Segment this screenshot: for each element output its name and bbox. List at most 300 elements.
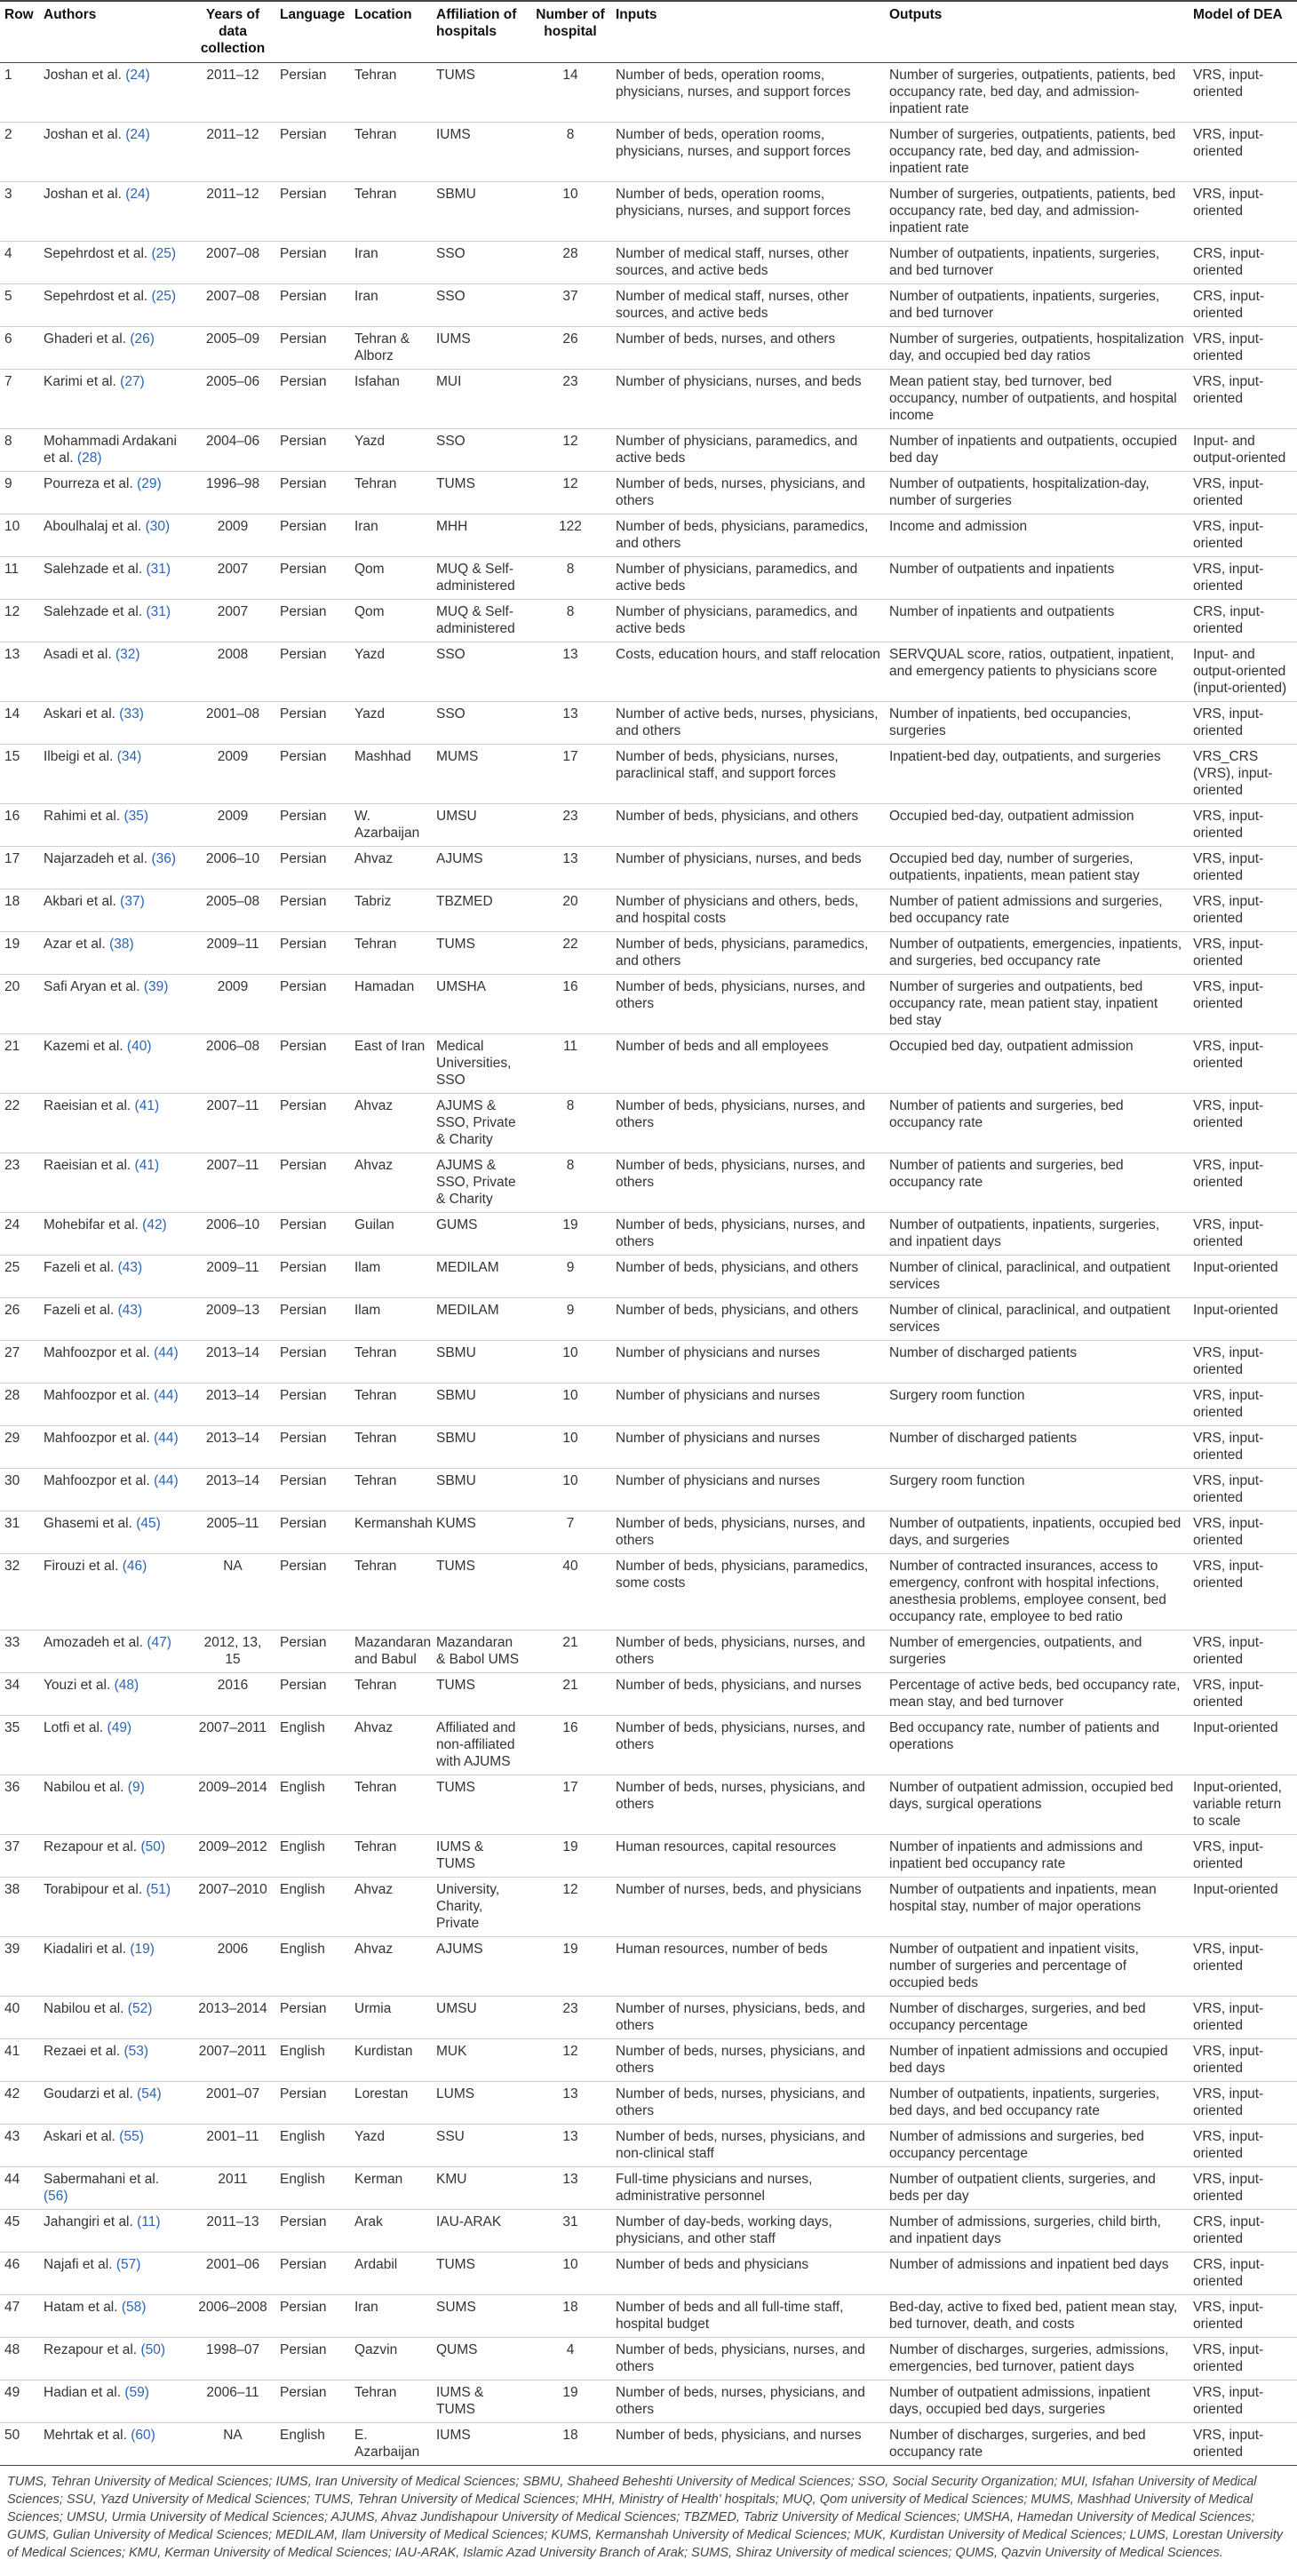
cell-authors	[39, 2381, 190, 2423]
reference-link[interactable]: (34)	[116, 749, 142, 764]
cell-years: 2013–14	[190, 1384, 275, 1426]
author-name: Torabipour et al.	[44, 1882, 143, 1897]
cell-affiliation: IUMS	[432, 123, 529, 182]
cell-outputs: Number of discharged patients	[885, 1341, 1189, 1384]
cell-location: Kerman	[350, 2167, 432, 2210]
cell-inputs: Human resources, number of beds	[611, 1937, 885, 1997]
cell-years: 2006–10	[190, 1213, 275, 1256]
author-name: Fazeli et al.	[44, 1303, 115, 1318]
reference-link[interactable]: (44)	[154, 1431, 179, 1446]
reference-link[interactable]: (49)	[107, 1720, 132, 1735]
cell-language: Persian	[275, 1341, 350, 1384]
cell-location: Ahvaz	[350, 847, 432, 889]
author-name: Aboulhalaj et al.	[44, 519, 142, 534]
table-body	[0, 63, 1297, 2466]
table-row	[0, 1469, 1297, 1511]
table-row	[0, 600, 1297, 642]
cell-authors	[39, 1716, 190, 1775]
table-row	[0, 642, 1297, 702]
cell-years: 2009	[190, 804, 275, 847]
cell-row-number: 47	[0, 2295, 39, 2338]
author-name: Firouzi et al.	[44, 1559, 119, 1574]
author-name: Joshan et al.	[44, 127, 122, 142]
cell-row-number: 1	[0, 63, 39, 123]
reference-link[interactable]: (38)	[109, 937, 134, 952]
cell-language: Persian	[275, 1997, 350, 2039]
cell-authors	[39, 370, 190, 429]
cell-model: VRS, input-oriented	[1189, 557, 1297, 600]
cell-authors	[39, 123, 190, 182]
cell-years: 2013–14	[190, 1341, 275, 1384]
cell-row-number: 24	[0, 1213, 39, 1256]
cell-affiliation: SSO	[432, 702, 529, 745]
table-row	[0, 2423, 1297, 2466]
cell-authors	[39, 1631, 190, 1673]
cell-affiliation: AJUMS	[432, 1937, 529, 1997]
cell-model: VRS_CRS (VRS), input-oriented	[1189, 745, 1297, 804]
cell-authors	[39, 429, 190, 472]
header-authors: Authors	[39, 1, 190, 63]
cell-affiliation: MUMS	[432, 745, 529, 804]
cell-language: Persian	[275, 2253, 350, 2295]
author-name: Raeisian et al.	[44, 1158, 131, 1173]
cell-affiliation: TUMS	[432, 2253, 529, 2295]
table-row	[0, 2295, 1297, 2338]
reference-link[interactable]: (42)	[142, 1217, 167, 1232]
table-header	[0, 1, 1297, 63]
reference-link[interactable]: (24)	[125, 187, 150, 202]
cell-authors	[39, 2039, 190, 2082]
cell-row-number: 20	[0, 975, 39, 1034]
header-years: Years of data collection	[190, 1, 275, 63]
cell-row-number: 17	[0, 847, 39, 889]
cell-model: CRS, input-oriented	[1189, 242, 1297, 284]
reference-link[interactable]: (25)	[151, 289, 177, 304]
cell-number: 10	[529, 1384, 611, 1426]
reference-link[interactable]: (53)	[123, 2044, 149, 2059]
cell-inputs: Number of active beds, nurses, physicians, and others	[611, 702, 885, 745]
author-name: Sepehrdost et al.	[44, 246, 148, 261]
cell-affiliation: AJUMS & SSO, Private & Charity	[432, 1153, 529, 1213]
cell-location: Tehran & Alborz	[350, 327, 432, 370]
cell-years: 2009	[190, 514, 275, 557]
reference-link[interactable]: (51)	[146, 1882, 171, 1897]
cell-outputs: Number of patient admissions and surgeries, bed occupancy rate	[885, 889, 1189, 932]
cell-outputs: Number of clinical, paraclinical, and outpatient services	[885, 1298, 1189, 1341]
author-name: Amozadeh et al.	[44, 1635, 144, 1650]
cell-years: 2009	[190, 745, 275, 804]
author-name: Pourreza et al.	[44, 476, 133, 491]
reference-link[interactable]: (37)	[120, 894, 145, 909]
reference-link[interactable]: (24)	[125, 127, 150, 142]
table-row	[0, 1673, 1297, 1716]
cell-location: Qom	[350, 600, 432, 642]
author-name: Mahfoozpor et al.	[44, 1431, 150, 1446]
cell-model: Input- and output-oriented (input-oriented)	[1189, 642, 1297, 702]
cell-location: Mashhad	[350, 745, 432, 804]
reference-link[interactable]: (11)	[137, 2214, 161, 2229]
cell-row-number: 13	[0, 642, 39, 702]
author-name: Rezaei et al.	[44, 2044, 121, 2059]
cell-model: VRS, input-oriented	[1189, 514, 1297, 557]
cell-language: Persian	[275, 1213, 350, 1256]
cell-row-number: 37	[0, 1835, 39, 1878]
cell-language: Persian	[275, 932, 350, 975]
cell-authors	[39, 1034, 190, 1094]
reference-link[interactable]: (41)	[134, 1098, 160, 1113]
cell-outputs: Bed-day, active to fixed bed, patient mean stay, bed turnover, death, and costs	[885, 2295, 1189, 2338]
cell-model: Input-oriented	[1189, 1298, 1297, 1341]
cell-row-number: 29	[0, 1426, 39, 1469]
cell-years: 2001–11	[190, 2125, 275, 2167]
reference-link[interactable]: (56)	[44, 2189, 68, 2204]
reference-link[interactable]: (55)	[119, 2129, 144, 2144]
author-name: Jahangiri et al.	[44, 2214, 133, 2229]
cell-inputs: Number of beds and all full-time staff, hospital budget	[611, 2295, 885, 2338]
cell-inputs: Number of beds, physicians, nurses, and others	[611, 1094, 885, 1153]
reference-link[interactable]: (50)	[140, 2342, 166, 2357]
cell-model: VRS, input-oriented	[1189, 1554, 1297, 1631]
cell-number: 8	[529, 123, 611, 182]
reference-link[interactable]: (31)	[146, 562, 171, 577]
cell-row-number: 48	[0, 2338, 39, 2381]
cell-model: VRS, input-oriented	[1189, 2125, 1297, 2167]
reference-link[interactable]: (33)	[119, 706, 144, 722]
cell-model: VRS, input-oriented	[1189, 1426, 1297, 1469]
cell-inputs: Number of beds, nurses, physicians, and others	[611, 472, 885, 514]
cell-row-number: 11	[0, 557, 39, 600]
reference-link[interactable]: (43)	[117, 1303, 143, 1318]
cell-inputs: Number of physicians and nurses	[611, 1426, 885, 1469]
cell-number: 13	[529, 642, 611, 702]
cell-number: 12	[529, 429, 611, 472]
cell-location: Kurdistan	[350, 2039, 432, 2082]
reference-link[interactable]: (58)	[121, 2300, 147, 2315]
cell-location: Ahvaz	[350, 1937, 432, 1997]
cell-authors	[39, 284, 190, 327]
reference-link[interactable]: (45)	[136, 1516, 161, 1531]
cell-inputs: Number of beds, physicians, paramedics, some costs	[611, 1554, 885, 1631]
reference-link[interactable]: (39)	[143, 979, 169, 994]
cell-model: VRS, input-oriented	[1189, 889, 1297, 932]
cell-years: 2007–2011	[190, 2039, 275, 2082]
cell-number: 8	[529, 557, 611, 600]
cell-outputs: Number of inpatients and outpatients	[885, 600, 1189, 642]
cell-row-number: 5	[0, 284, 39, 327]
reference-link[interactable]: (47)	[147, 1635, 171, 1650]
cell-authors	[39, 1835, 190, 1878]
author-name: Mohammadi Ardakani et al.	[44, 434, 177, 466]
cell-number: 13	[529, 2082, 611, 2125]
cell-authors	[39, 557, 190, 600]
cell-model: Input-oriented	[1189, 1878, 1297, 1937]
cell-number: 17	[529, 745, 611, 804]
author-name: Hadian et al.	[44, 2385, 122, 2400]
cell-language: Persian	[275, 327, 350, 370]
table-row	[0, 745, 1297, 804]
reference-link[interactable]: (32)	[115, 647, 140, 662]
cell-location: Tehran	[350, 1469, 432, 1511]
cell-years: 2007	[190, 557, 275, 600]
cell-affiliation: TUMS	[432, 1554, 529, 1631]
cell-location: Yazd	[350, 429, 432, 472]
cell-affiliation: QUMS	[432, 2338, 529, 2381]
cell-language: Persian	[275, 1511, 350, 1554]
cell-number: 12	[529, 1878, 611, 1937]
reference-link[interactable]: (35)	[123, 809, 149, 824]
cell-number: 11	[529, 1034, 611, 1094]
reference-link[interactable]: (29)	[137, 476, 162, 491]
cell-model: CRS, input-oriented	[1189, 284, 1297, 327]
cell-inputs: Number of physicians and nurses	[611, 1384, 885, 1426]
cell-authors	[39, 2295, 190, 2338]
cell-inputs: Number of beds, nurses, physicians, and others	[611, 2039, 885, 2082]
author-name: Askari et al.	[44, 2129, 115, 2144]
table-row	[0, 2381, 1297, 2423]
cell-affiliation: TUMS	[432, 932, 529, 975]
cell-row-number: 4	[0, 242, 39, 284]
cell-authors	[39, 1213, 190, 1256]
cell-number: 18	[529, 2295, 611, 2338]
cell-authors	[39, 702, 190, 745]
cell-model: VRS, input-oriented	[1189, 2423, 1297, 2466]
cell-inputs: Number of beds, physicians, nurses, and others	[611, 1716, 885, 1775]
table-row	[0, 804, 1297, 847]
cell-language: Persian	[275, 1469, 350, 1511]
cell-row-number: 28	[0, 1384, 39, 1426]
cell-outputs: Number of inpatients and admissions and inpatient bed occupancy rate	[885, 1835, 1189, 1878]
table-row	[0, 2338, 1297, 2381]
cell-location: Guilan	[350, 1213, 432, 1256]
table-row	[0, 1426, 1297, 1469]
table-row	[0, 2210, 1297, 2253]
table-row	[0, 1997, 1297, 2039]
reference-link[interactable]: (31)	[146, 604, 171, 619]
table-row	[0, 2253, 1297, 2295]
cell-authors	[39, 889, 190, 932]
cell-location: Ilam	[350, 1298, 432, 1341]
cell-inputs: Number of beds, physicians, and nurses	[611, 1673, 885, 1716]
cell-location: Ahvaz	[350, 1094, 432, 1153]
reference-link[interactable]: (40)	[126, 1039, 152, 1054]
cell-inputs: Number of beds, physicians, nurses, paraclinical staff, and support forces	[611, 745, 885, 804]
cell-number: 10	[529, 1426, 611, 1469]
cell-affiliation: UMSHA	[432, 975, 529, 1034]
cell-affiliation: SBMU	[432, 1341, 529, 1384]
cell-location: Tehran	[350, 1426, 432, 1469]
reference-link[interactable]: (44)	[154, 1345, 179, 1360]
cell-language: Persian	[275, 1673, 350, 1716]
cell-inputs: Number of physicians, nurses, and beds	[611, 847, 885, 889]
reference-link[interactable]: (50)	[140, 1839, 166, 1854]
table-row	[0, 1256, 1297, 1298]
reference-link[interactable]: (26)	[130, 331, 155, 347]
cell-location: Tehran	[350, 1835, 432, 1878]
cell-outputs: Number of surgeries, outpatients, hospitalization day, and occupied bed day ratios	[885, 327, 1189, 370]
cell-years: 2007–11	[190, 1094, 275, 1153]
cell-model: VRS, input-oriented	[1189, 1937, 1297, 1997]
cell-model: VRS, input-oriented	[1189, 2082, 1297, 2125]
reference-link[interactable]: (44)	[154, 1388, 179, 1403]
cell-model: CRS, input-oriented	[1189, 2253, 1297, 2295]
cell-number: 19	[529, 1835, 611, 1878]
cell-inputs: Number of beds, physicians, and others	[611, 1298, 885, 1341]
cell-language: English	[275, 1937, 350, 1997]
cell-years: 2009–13	[190, 1298, 275, 1341]
author-name: Lotfi et al.	[44, 1720, 104, 1735]
table-row	[0, 123, 1297, 182]
author-name: Najarzadeh et al.	[44, 851, 148, 866]
cell-model: VRS, input-oriented	[1189, 1213, 1297, 1256]
cell-outputs: Percentage of active beds, bed occupancy rate, mean stay, and bed turnover	[885, 1673, 1189, 1716]
cell-years: 2001–06	[190, 2253, 275, 2295]
cell-row-number: 30	[0, 1469, 39, 1511]
reference-link[interactable]: (57)	[115, 2257, 141, 2272]
reference-link[interactable]: (46)	[122, 1559, 147, 1574]
cell-outputs: Mean patient stay, bed turnover, bed occupancy, number of outpatients, and hospital income	[885, 370, 1189, 429]
cell-authors	[39, 182, 190, 242]
cell-authors	[39, 1878, 190, 1937]
cell-number: 9	[529, 1256, 611, 1298]
cell-location: W. Azarbaijan	[350, 804, 432, 847]
author-name: Salehzade et al.	[44, 604, 143, 619]
cell-language: Persian	[275, 1094, 350, 1153]
cell-years: 2006–10	[190, 847, 275, 889]
author-name: Karimi et al.	[44, 374, 116, 389]
cell-location: Iran	[350, 514, 432, 557]
cell-number: 12	[529, 2039, 611, 2082]
author-name: Ghasemi et al.	[44, 1516, 132, 1531]
cell-affiliation: SBMU	[432, 1384, 529, 1426]
cell-number: 13	[529, 847, 611, 889]
cell-years: 2011–13	[190, 2210, 275, 2253]
cell-affiliation: TBZMED	[432, 889, 529, 932]
cell-language: Persian	[275, 284, 350, 327]
cell-outputs: Number of patients and surgeries, bed occupancy rate	[885, 1094, 1189, 1153]
table-row	[0, 1937, 1297, 1997]
cell-number: 21	[529, 1673, 611, 1716]
cell-years: 2007–11	[190, 1153, 275, 1213]
cell-row-number: 46	[0, 2253, 39, 2295]
reference-link[interactable]: (54)	[137, 2086, 162, 2101]
cell-language: Persian	[275, 2082, 350, 2125]
reference-link[interactable]: (43)	[117, 1260, 143, 1275]
cell-model: VRS, input-oriented	[1189, 327, 1297, 370]
cell-authors	[39, 1153, 190, 1213]
header-location: Location	[350, 1, 432, 63]
cell-language: English	[275, 2039, 350, 2082]
cell-language: Persian	[275, 2210, 350, 2253]
cell-location: Tehran	[350, 472, 432, 514]
reference-link[interactable]: (60)	[131, 2428, 155, 2443]
cell-inputs: Number of beds, physicians, nurses, and others	[611, 975, 885, 1034]
cell-model: VRS, input-oriented	[1189, 1153, 1297, 1213]
reference-link[interactable]: (19)	[130, 1942, 155, 1957]
cell-outputs: Bed occupancy rate, number of patients and operations	[885, 1716, 1189, 1775]
reference-link[interactable]: (52)	[127, 2001, 153, 2016]
cell-location: Tehran	[350, 1673, 432, 1716]
cell-location: Iran	[350, 2295, 432, 2338]
cell-model: Input-oriented	[1189, 1716, 1297, 1775]
cell-number: 26	[529, 327, 611, 370]
table-row	[0, 2039, 1297, 2082]
reference-link[interactable]: (24)	[125, 68, 150, 83]
cell-number: 122	[529, 514, 611, 557]
reference-link[interactable]: (44)	[154, 1473, 179, 1488]
cell-affiliation: GUMS	[432, 1213, 529, 1256]
cell-years: 2005–08	[190, 889, 275, 932]
cell-authors	[39, 642, 190, 702]
cell-model: VRS, input-oriented	[1189, 1835, 1297, 1878]
cell-outputs: Number of outpatients, inpatients, surgeries, and bed turnover	[885, 284, 1189, 327]
reference-link[interactable]: (48)	[114, 1678, 139, 1693]
cell-outputs: Number of outpatients, inpatients, occupied bed days, and surgeries	[885, 1511, 1189, 1554]
reference-link[interactable]: (30)	[145, 519, 171, 534]
cell-inputs: Number of beds, physicians, nurses, and others	[611, 2338, 885, 2381]
header-language: Language	[275, 1, 350, 63]
cell-model: VRS, input-oriented	[1189, 63, 1297, 123]
reference-link[interactable]: (27)	[120, 374, 145, 389]
cell-row-number: 23	[0, 1153, 39, 1213]
cell-location: Tehran	[350, 1384, 432, 1426]
reference-link[interactable]: (36)	[151, 851, 177, 866]
cell-location: Tabriz	[350, 889, 432, 932]
table-row	[0, 1511, 1297, 1554]
cell-outputs: Number of inpatient admissions and occupied bed days	[885, 2039, 1189, 2082]
cell-years: 2007–08	[190, 284, 275, 327]
cell-years: 2007–08	[190, 242, 275, 284]
author-name: Fazeli et al.	[44, 1260, 115, 1275]
cell-model: VRS, input-oriented	[1189, 702, 1297, 745]
reference-link[interactable]: (59)	[124, 2385, 149, 2400]
cell-years: 2009	[190, 975, 275, 1034]
table-row	[0, 370, 1297, 429]
cell-affiliation: IUMS & TUMS	[432, 2381, 529, 2423]
cell-authors	[39, 2167, 190, 2210]
reference-link[interactable]: (28)	[76, 451, 102, 466]
cell-authors	[39, 1673, 190, 1716]
cell-affiliation: TUMS	[432, 63, 529, 123]
reference-link[interactable]: (25)	[151, 246, 177, 261]
table-row	[0, 975, 1297, 1034]
table-footnote: TUMS, Tehran University of Medical Sciences; IUMS, Iran University of Medical Sciences; SBMU, Shaheed Beheshti University of Medical Sciences; SSO, Social Security Organization; MUI, Isfahan University of Medical Sciences; SSU, Yazd University of Medical Sciences; TUMS, Tehran University of Medical Sciences; MHH, Ministry of Health' hospitals; MUQ, Qom university of Medical Sciences; MUMS, Mashhad University of Medical Sciences; UMSU, Urmia University of Medical Sciences; AJUMS, Ahvaz Jundishapour University of Medical Sciences; TBZMED, Tabriz University of Medical Sciences; UMSHA, Hamedan University of Medical Sciences; GUMS, Gulian University of Medical Sciences; MEDILAM, Ilam University of Medical Sciences; KUMS, Kermanshah University of Medical Sciences; MUK, Kurdistan University of Medical Sciences; LUMS, Lorestan University of Medical Sciences; KMU, Kerman University of Medical Sciences; IAU-ARAK, Islamic Azad University Branch of Arak; SUMS, Shiraz University of medical sciences; QUMS, Qazvin University of Medical Sciences.	[7, 2475, 1283, 2560]
reference-link[interactable]: (9)	[127, 1780, 145, 1795]
cell-number: 19	[529, 1937, 611, 1997]
cell-outputs: Number of surgeries, outpatients, patients, bed occupancy rate, bed day, and admission-inpatient rate	[885, 182, 1189, 242]
cell-model: VRS, input-oriented	[1189, 1631, 1297, 1673]
cell-affiliation: IUMS	[432, 327, 529, 370]
reference-link[interactable]: (41)	[134, 1158, 160, 1173]
cell-inputs: Number of beds, physicians, and others	[611, 1256, 885, 1298]
cell-inputs: Number of beds, physicians, nurses, and others	[611, 1213, 885, 1256]
cell-years: 2001–08	[190, 702, 275, 745]
cell-outputs: Number of outpatients, inpatients, surgeries, and bed turnover	[885, 242, 1189, 284]
cell-language: Persian	[275, 975, 350, 1034]
cell-years: 2013–14	[190, 1426, 275, 1469]
cell-model: VRS, input-oriented	[1189, 1511, 1297, 1554]
cell-location: Urmia	[350, 1997, 432, 2039]
cell-language: Persian	[275, 123, 350, 182]
table-row	[0, 1213, 1297, 1256]
cell-authors	[39, 847, 190, 889]
cell-location: Hamadan	[350, 975, 432, 1034]
table-row	[0, 63, 1297, 123]
author-name: Goudarzi et al.	[44, 2086, 133, 2101]
cell-language: English	[275, 2125, 350, 2167]
cell-location: Ahvaz	[350, 1878, 432, 1937]
cell-row-number: 40	[0, 1997, 39, 2039]
cell-location: Ahvaz	[350, 1153, 432, 1213]
